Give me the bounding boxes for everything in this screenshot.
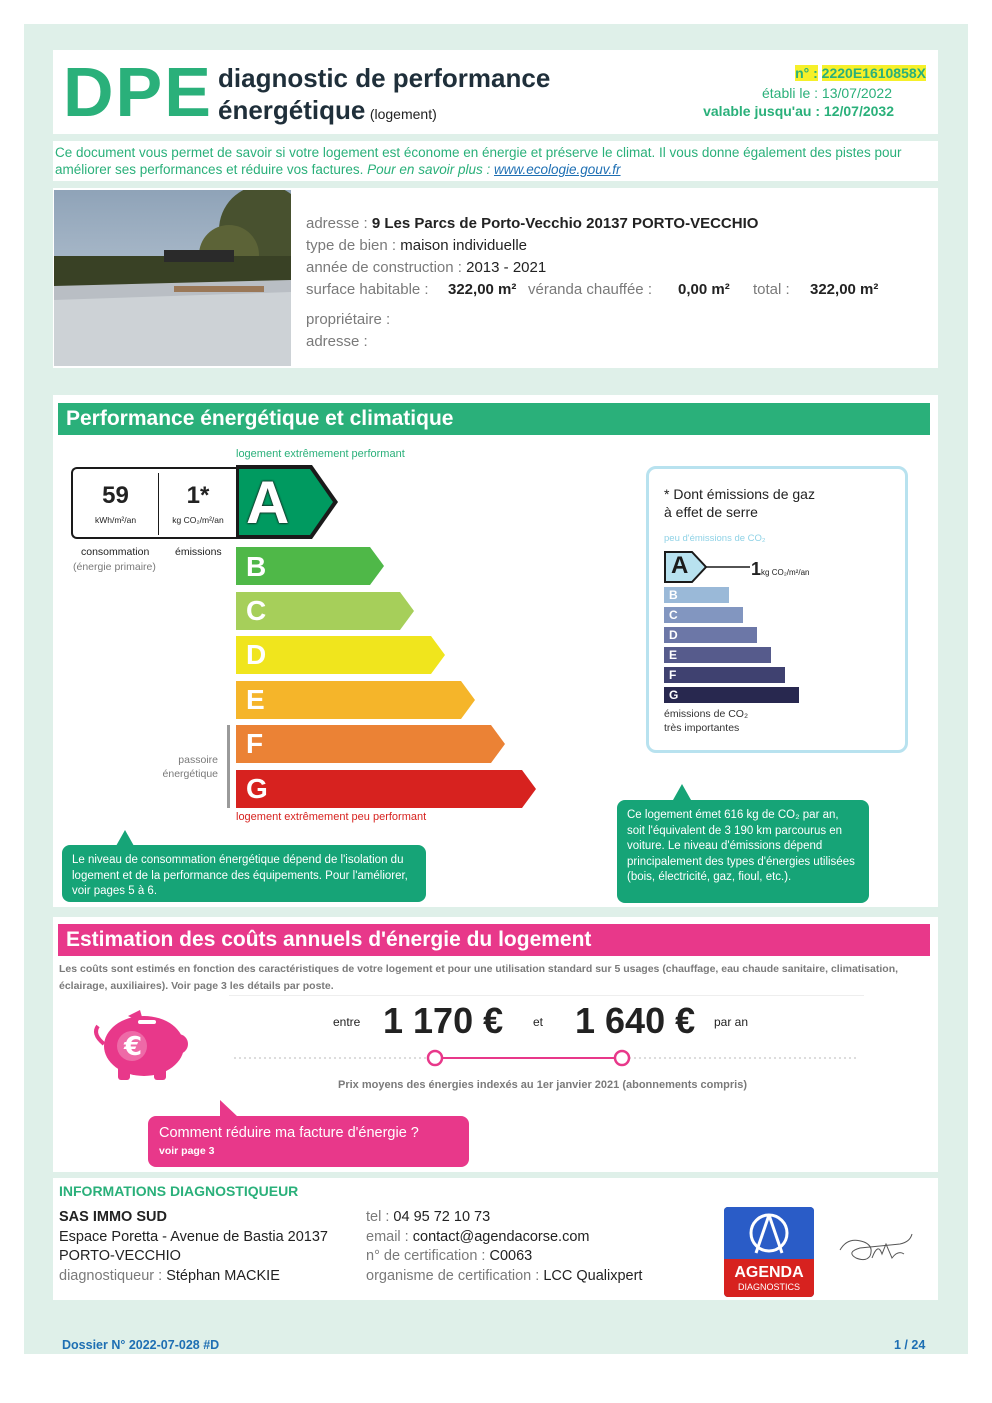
tip-energy: Le niveau de consommation énergétique dépend de l'isolation du logement et de la performance des équipements. Pour l'améliorer, voir pages 5 à 6. [62, 845, 426, 902]
dpe-logo: DPE [63, 53, 213, 131]
emissions-unit: kg CO₂/m²/an [172, 515, 224, 525]
costs-description: Les coûts sont estimés en fonction des caractéristiques de votre logement et pour une utilisation standard sur 5 usages (chauffage, eau chaude sanitaire, climatisation, éclairage, auxiliaires). Voir page 3 les détails par poste. [59, 963, 899, 992]
value-box [71, 467, 237, 539]
company-address-1: Espace Poretta - Avenue de Bastia 20137 [59, 1228, 328, 1245]
ghg-class-a-letter: A [671, 552, 689, 579]
passoire-marker [227, 725, 230, 808]
ghg-top-label: peu d'émissions de CO₂ [664, 533, 766, 544]
title-line2: énergétique (logement) [218, 95, 437, 125]
page-number: 1 / 24 [894, 1338, 926, 1352]
class-b-letter: B [246, 551, 267, 582]
consumption-caption2: (énergie primaire) [73, 561, 156, 573]
emissions-value: 1* [186, 482, 210, 509]
property-card [53, 188, 938, 368]
diagnostician-name: diagnostiqueur : Stéphan MACKIE [59, 1267, 280, 1284]
ghg-box [646, 466, 908, 753]
consumption-value: 59 [102, 482, 129, 509]
reduce-sub: voir page 3 [159, 1145, 215, 1157]
class-a-letter: A [246, 469, 290, 536]
intro [53, 141, 938, 181]
dossier-number: Dossier N° 2022-07-028 #D [62, 1338, 220, 1352]
and-label: et [533, 1015, 544, 1029]
passoire-label: passoire énergétique [162, 754, 218, 780]
ghg-class-e-bar: E [664, 647, 771, 663]
ghg-bottom-label: émissions de CO₂ très importantes [664, 708, 749, 734]
between-label: entre [333, 1015, 361, 1029]
class-e-letter: E [246, 684, 265, 715]
class-g-letter: G [246, 773, 268, 804]
piggy-bank-icon [88, 1008, 192, 1082]
signature [836, 1228, 916, 1268]
company-address-2: PORTO-VECCHIO [59, 1248, 181, 1264]
valid-date: valable jusqu'au : 12/07/2032 [703, 103, 894, 119]
class-f-letter: F [246, 728, 264, 759]
cert-row: n° de certification : C0063 [366, 1248, 533, 1264]
top-performant-label: logement extrêmement performant [236, 448, 405, 460]
costs-footnote: Prix moyens des énergies indexés au 1er janvier 2021 (abonnements compris) [338, 1079, 748, 1091]
reduce-title: Comment réduire ma facture d'énergie ? [159, 1125, 419, 1141]
ghg-class-f-bar: F [664, 667, 785, 683]
more-label: Pour en savoir plus : [367, 162, 491, 177]
max-cost: 1 640 € [575, 1000, 696, 1041]
svg-text:€: € [124, 1032, 143, 1062]
ghg-class-b-bar: B [664, 587, 729, 603]
title-line1: diagnostic de performance [218, 63, 551, 93]
ghg-title: * Dont émissions de gaz à effet de serre [664, 486, 815, 520]
class-f-bar [236, 725, 505, 763]
header [53, 50, 938, 134]
consumption-unit: kWh/m²/an [94, 515, 137, 525]
tip-left-arrow [115, 828, 135, 846]
company-name: SAS IMMO SUD [59, 1209, 167, 1225]
owner-address-row: adresse : [306, 333, 368, 350]
year-row: année de construction : 2013 - 2021 [306, 259, 547, 276]
agenda-logo [724, 1207, 814, 1297]
org-row: organisme de certification : LCC Qualixpert [366, 1267, 643, 1284]
diagnostician-card [53, 1178, 938, 1300]
cost-range-scale [230, 1046, 862, 1070]
email-row: email : contact@agendacorse.com [366, 1228, 590, 1245]
performance-title: Performance énergétique et climatique [58, 403, 930, 435]
agenda-logo-line1: AGENDA [734, 1264, 804, 1281]
diagnostician-title: INFORMATIONS DIAGNOSTIQUEUR [59, 1183, 299, 1199]
agenda-logo-line2: DIAGNOSTICS [737, 1282, 800, 1292]
ghg-value: 1kg CO₂/m²/an [751, 559, 810, 579]
emissions-caption: émissions [175, 546, 222, 558]
intro-text: Ce document vous permet de savoir si votre logement est économe en énergie et préserve le climat. Il vous donne également des pistes pour améliorer ses performances et réduire vos factures. [55, 145, 902, 177]
owner-row: propriétaire : [306, 311, 391, 328]
ghg-class-g-bar: G [664, 687, 799, 703]
tip-emissions: Ce logement émet 616 kg de CO₂ par an, soit l'équivalent de 3 190 km parcourus en voiture. Le niveau d'émissions dépend principalement des types d'énergies utilisées (bois, électricité, gaz, fioul, etc.). [617, 800, 869, 903]
class-g-bar [236, 770, 536, 808]
bottom-performant-label: logement extrêmement peu performant [236, 811, 427, 823]
ecologie-link[interactable]: www.ecologie.gouv.fr [493, 162, 621, 177]
tip-right-arrow [672, 782, 692, 800]
established-date: établi le : 13/07/2022 [761, 85, 892, 101]
type-row: type de bien : maison individuelle [306, 237, 527, 254]
class-d-letter: D [246, 639, 267, 670]
min-cost: 1 170 € [383, 1000, 504, 1041]
reduce-bill-callout[interactable] [148, 1116, 469, 1167]
surface-row: surface habitable : 322,00 m² véranda chauffée : 0,00 m² total : 322,00 m² [306, 281, 879, 298]
class-c-letter: C [246, 595, 267, 626]
per-year-label: par an [714, 1015, 749, 1029]
dpe-number: n° : 2220E1610858X [795, 65, 926, 81]
class-d-bar [236, 636, 445, 674]
costs-title: Estimation des coûts annuels d'énergie du logement [58, 924, 930, 956]
house-photo [54, 190, 291, 366]
ghg-class-c-bar: C [664, 607, 743, 623]
tel-row: tel : 04 95 72 10 73 [366, 1209, 491, 1225]
address-row: adresse : 9 Les Parcs de Porto-Vecchio 20137 PORTO-VECCHIO [306, 215, 759, 232]
consumption-caption: consommation [81, 546, 150, 558]
class-e-bar [236, 681, 475, 719]
ghg-class-d-bar: D [664, 627, 757, 643]
